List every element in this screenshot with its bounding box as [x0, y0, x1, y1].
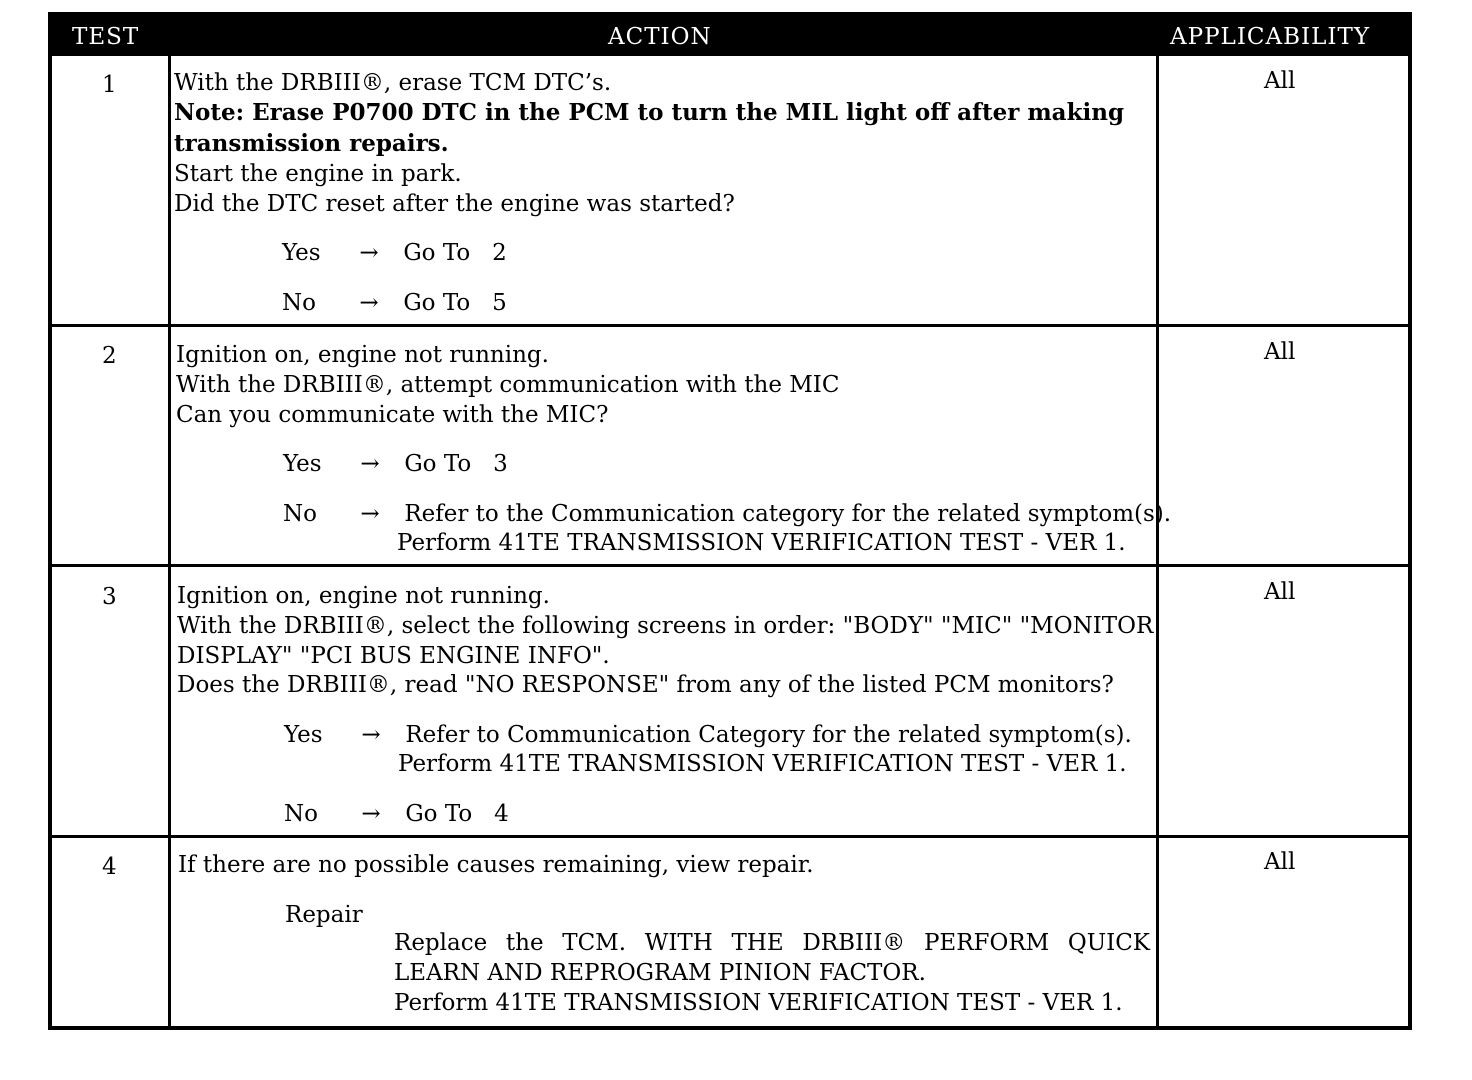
action-line: Ignition on, engine not running. — [176, 342, 549, 368]
header-applicability: APPLICABILITY — [1170, 24, 1370, 50]
no-branch — [282, 288, 507, 318]
row-divider-3 — [52, 835, 1408, 838]
right-arrow-icon: → — [361, 722, 381, 748]
no-branch — [283, 499, 1171, 529]
repair-line: LEARN AND REPROGRAM PINION FACTOR. — [394, 960, 926, 986]
yes-label: Yes — [282, 240, 321, 266]
yes-branch — [283, 449, 508, 479]
no-label: No — [284, 801, 318, 827]
no-label: No — [283, 501, 317, 527]
note-line: Note: Erase P0700 DTC in the PCM to turn the MIL light off after making — [174, 99, 1125, 126]
right-arrow-icon: → — [360, 451, 380, 477]
action-line: With the DRBIII®, select the following screens in order: "BODY" "MIC" "MONITOR — [177, 613, 1154, 639]
repair-label: Repair — [285, 902, 363, 928]
column-divider-test — [168, 56, 171, 1026]
branch-target: Go To 4 — [405, 801, 509, 827]
header-action: ACTION — [608, 24, 712, 50]
branch-target: Go To 2 — [403, 240, 507, 266]
branch-target: Refer to Communication Category for the related symptom(s). — [405, 722, 1132, 748]
branch-target-continued: Perform 41TE TRANSMISSION VERIFICATION TEST - VER 1. — [397, 530, 1126, 556]
applicability-value: All — [1264, 339, 1296, 365]
branch-target: Go To 3 — [404, 451, 508, 477]
yes-label: Yes — [283, 451, 322, 477]
column-divider-applicability — [1156, 56, 1159, 1026]
row-divider-2 — [52, 564, 1408, 567]
right-arrow-icon: → — [360, 501, 380, 527]
test-number: 4 — [102, 854, 117, 880]
table-header — [52, 16, 1408, 56]
right-arrow-icon: → — [359, 290, 379, 316]
no-label: No — [282, 290, 316, 316]
action-line: If there are no possible causes remaining, view repair. — [178, 852, 814, 878]
action-line: Ignition on, engine not running. — [177, 583, 550, 609]
repair-line: Perform 41TE TRANSMISSION VERIFICATION TEST - VER 1. — [394, 990, 1123, 1016]
action-line: Can you communicate with the MIC? — [176, 402, 609, 428]
branch-target: Refer to the Communication category for the related symptom(s). — [404, 501, 1172, 527]
row-divider-1 — [52, 324, 1408, 327]
action-line: DISPLAY" "PCI BUS ENGINE INFO". — [177, 643, 610, 669]
yes-branch — [284, 720, 1132, 750]
branch-target-continued: Perform 41TE TRANSMISSION VERIFICATION TEST - VER 1. — [398, 751, 1127, 777]
action-line: Did the DTC reset after the engine was started? — [174, 191, 735, 217]
right-arrow-icon: → — [359, 240, 379, 266]
test-number: 2 — [102, 343, 117, 369]
yes-label: Yes — [284, 722, 323, 748]
applicability-value: All — [1264, 579, 1296, 605]
no-branch — [284, 799, 509, 829]
repair-line: Replace the TCM. WITH THE DRBIII® PERFORM QUICK — [394, 930, 1150, 956]
action-line: Does the DRBIII®, read "NO RESPONSE" from any of the listed PCM monitors? — [177, 672, 1114, 698]
right-arrow-icon: → — [361, 801, 381, 827]
applicability-value: All — [1264, 849, 1296, 875]
header-test: TEST — [72, 24, 140, 50]
yes-branch — [282, 238, 507, 268]
action-line: With the DRBIII®, erase TCM DTC’s. — [174, 70, 612, 96]
applicability-value: All — [1264, 68, 1296, 94]
test-number: 1 — [102, 72, 117, 98]
action-line: Start the engine in park. — [174, 161, 462, 187]
note-line: transmission repairs. — [174, 130, 449, 157]
action-line: With the DRBIII®, attempt communication with the MIC — [176, 372, 840, 398]
test-number: 3 — [102, 584, 117, 610]
diagnostic-test-table — [48, 12, 1412, 1030]
branch-target: Go To 5 — [403, 290, 507, 316]
